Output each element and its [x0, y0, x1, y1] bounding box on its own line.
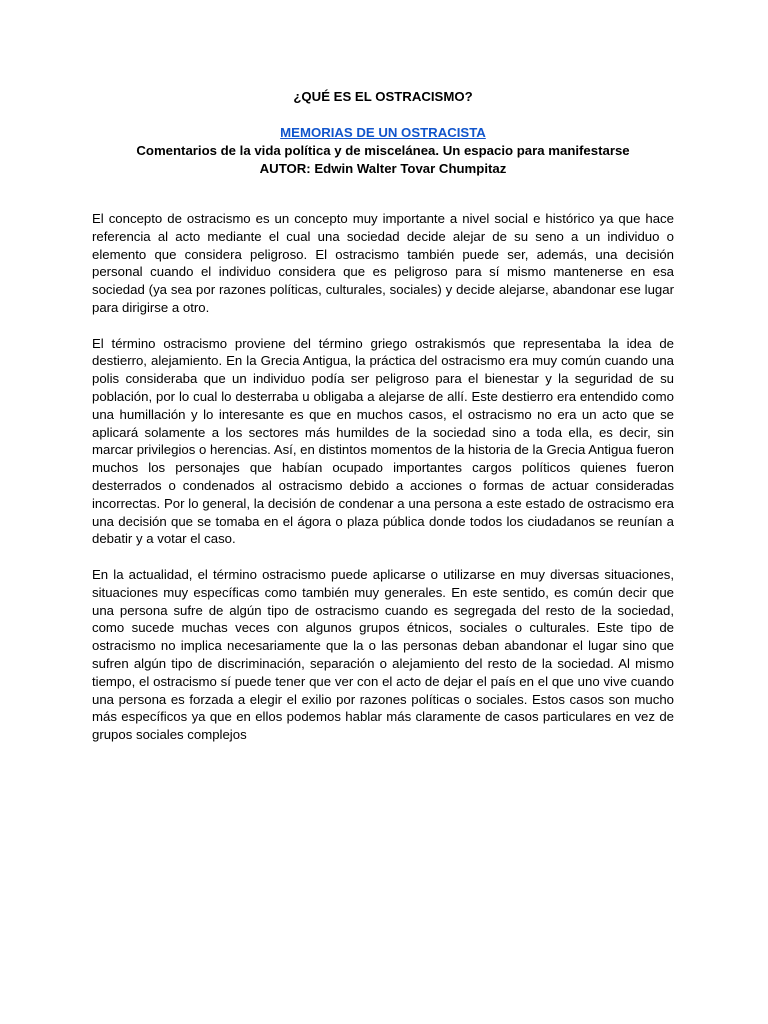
blog-link[interactable]: MEMORIAS DE UN OSTRACISTA [280, 125, 486, 140]
document-author: AUTOR: Edwin Walter Tovar Chumpitaz [259, 161, 507, 176]
document-title: ¿QUÉ ES EL OSTRACISMO? [293, 89, 473, 104]
paragraph: El concepto de ostracismo es un concepto muy importante a nivel social e histórico ya que hace referencia al acto mediante el cual una sociedad decide alejar de su seno a un individuo o elemento que considera peligroso. El ostracismo también puede ser, además, una decisión personal cuando el individuo considera que es peligroso para sí mismo mantenerse en esa sociedad (ya sea por razones políticas, culturales, sociales) y decide alejarse, abandonar ese lugar para dirigirse a otro. [92, 211, 674, 315]
document-body [92, 210, 674, 762]
document-header [92, 88, 674, 178]
paragraph: El término ostracismo proviene del término griego ostrakismós que representaba la idea de destierro, alejamiento. En la Grecia Antigua, la práctica del ostracismo era muy común cuando una polis consideraba que un individuo podía ser peligroso para el bienestar y la seguridad de su población, por lo cual lo desterraba u obligaba a alejarse de allí. Este destierro era entendido como una humillación y lo interesante es que en muchos casos, el ostracismo no era un acto que se aplicará solamente a los sectores más humildes de la sociedad sino a toda ella, es decir, sin marcar privilegios o herencias. Así, en distintos momentos de la historia de la Grecia Antigua fueron muchos los personajes que habían ocupado importantes cargos políticos quienes fueron desterrados o condenados al ostracismo debido a acciones o formas de actuar consideradas incorrectas. Por lo general, la decisión de condenar a una persona a este estado de ostracismo era una decisión que se tomaba en el ágora o plaza pública donde todos los ciudadanos se reunían a debatir y a votar el caso. [92, 335, 675, 547]
paragraph: En la actualidad, el término ostracismo puede aplicarse o utilizarse en muy diversas situaciones, situaciones muy específicas como también muy generales. En este sentido, es común decir que una persona sufre de algún tipo de ostracismo cuando es segregada del resto de la sociedad, como sucede muchas veces con algunos grupos étnicos, sociales o culturales. Este tipo de ostracismo no implica necesariamente que la o las personas deban abandonar el lugar sino que sufren algún tipo de discriminación, separación o alejamiento del resto de la sociedad. Al mismo tiempo, el ostracismo sí puede tener que ver con el acto de dejar el país en el que uno vive cuando una persona es forzada a elegir el exilio por razones políticas o sociales. Estos casos son mucho más específicos ya que en ellos podemos hablar más claramente de casos particulares en vez de grupos sociales complejos [92, 566, 674, 743]
document-subtitle: Comentarios de la vida política y de miscelánea. Un espacio para manifestarse [136, 143, 630, 158]
blog-link-line [92, 124, 674, 142]
header-spacer [92, 106, 674, 124]
